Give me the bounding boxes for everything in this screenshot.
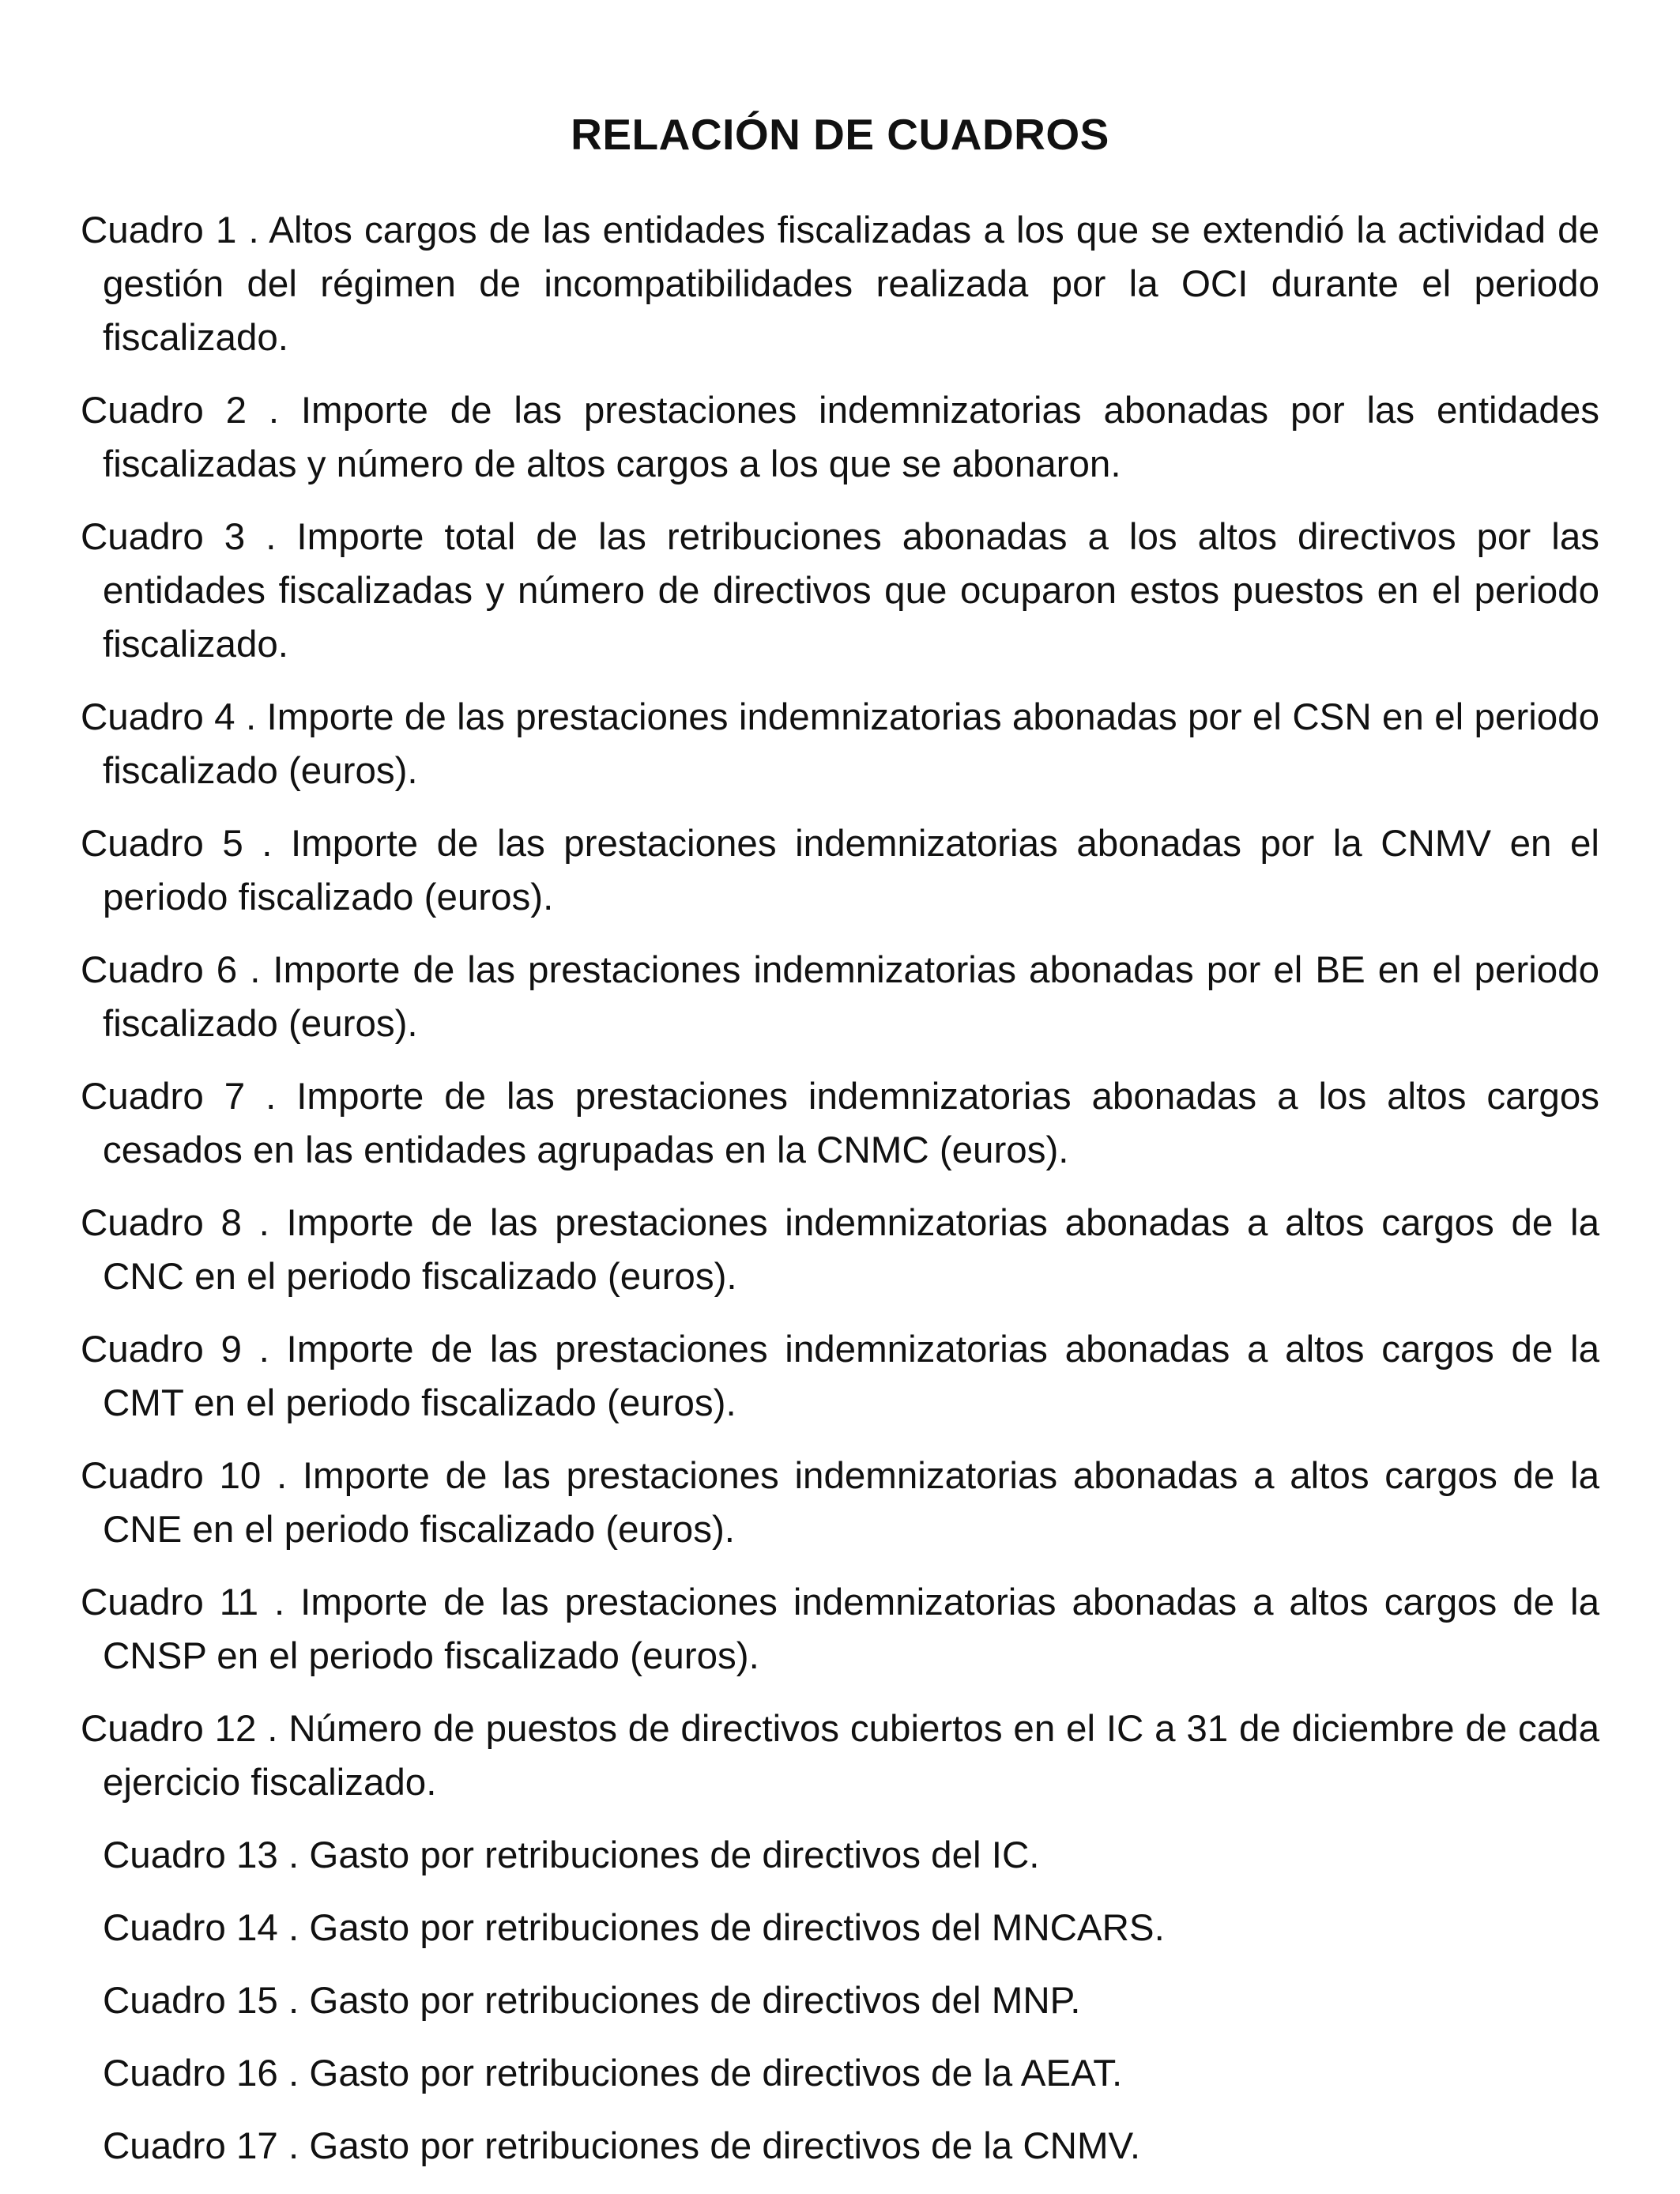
list-item-cuadro-2: Cuadro 2 . Importe de las prestaciones indemnizatorias abonadas por las entidades fiscalizadas y número de altos cargos a los que se abonaron. <box>81 390 1599 485</box>
list-item-cuadro-5: Cuadro 5 . Importe de las prestaciones indemnizatorias abonadas por la CNMV en el periodo fiscalizado (euros). <box>81 823 1599 918</box>
list-item-cuadro-6: Cuadro 6 . Importe de las prestaciones indemnizatorias abonadas por el BE en el periodo fiscalizado (euros). <box>81 949 1599 1045</box>
list-item-cuadro-7: Cuadro 7 . Importe de las prestaciones indemnizatorias abonadas a los altos cargos cesados en las entidades agrupadas en la CNMC (euros). <box>81 1076 1599 1171</box>
list-item-cuadro-3: Cuadro 3 . Importe total de las retribuciones abonadas a los altos directivos por las entidades fiscalizadas y número de directivos que ocuparon estos puestos en el periodo fiscalizado. <box>81 516 1599 665</box>
list-item-cuadro-13: Cuadro 13 . Gasto por retribuciones de directivos del IC. <box>103 1834 1040 1876</box>
table-of-figures-list <box>81 204 1599 2192</box>
list-item-cuadro-10: Cuadro 10 . Importe de las prestaciones indemnizatorias abonadas a altos cargos de la CNE en el periodo fiscalizado (euros). <box>81 1455 1599 1551</box>
list-item-cuadro-8: Cuadro 8 . Importe de las prestaciones indemnizatorias abonadas a altos cargos de la CNC en el periodo fiscalizado (euros). <box>81 1202 1599 1298</box>
list-item-cuadro-1: Cuadro 1 . Altos cargos de las entidades fiscalizadas a los que se extendió la actividad de gestión del régimen de incompatibilidades realizada por la OCI durante el periodo fiscalizado. <box>81 209 1599 359</box>
list-item-cuadro-15: Cuadro 15 . Gasto por retribuciones de directivos del MNP. <box>103 1980 1081 2022</box>
list-item-cuadro-17: Cuadro 17 . Gasto por retribuciones de directivos de la CNMV. <box>103 2125 1141 2167</box>
list-item-cuadro-16: Cuadro 16 . Gasto por retribuciones de directivos de la AEAT. <box>103 2053 1123 2094</box>
list-item-cuadro-14: Cuadro 14 . Gasto por retribuciones de directivos del MNCARS. <box>103 1907 1165 1949</box>
list-item-cuadro-11: Cuadro 11 . Importe de las prestaciones indemnizatorias abonadas a altos cargos de la CNSP en el periodo fiscalizado (euros). <box>81 1581 1599 1677</box>
list-item-cuadro-12: Cuadro 12 . Número de puestos de directivos cubiertos en el IC a 31 de diciembre de cada ejercicio fiscalizado. <box>81 1708 1599 1804</box>
list-item-cuadro-9: Cuadro 9 . Importe de las prestaciones indemnizatorias abonadas a altos cargos de la CMT en el periodo fiscalizado (euros). <box>81 1329 1599 1424</box>
list-item-cuadro-4: Cuadro 4 . Importe de las prestaciones indemnizatorias abonadas por el CSN en el periodo fiscalizado (euros). <box>81 696 1599 792</box>
page-title: RELACIÓN DE CUADROS <box>571 110 1109 159</box>
